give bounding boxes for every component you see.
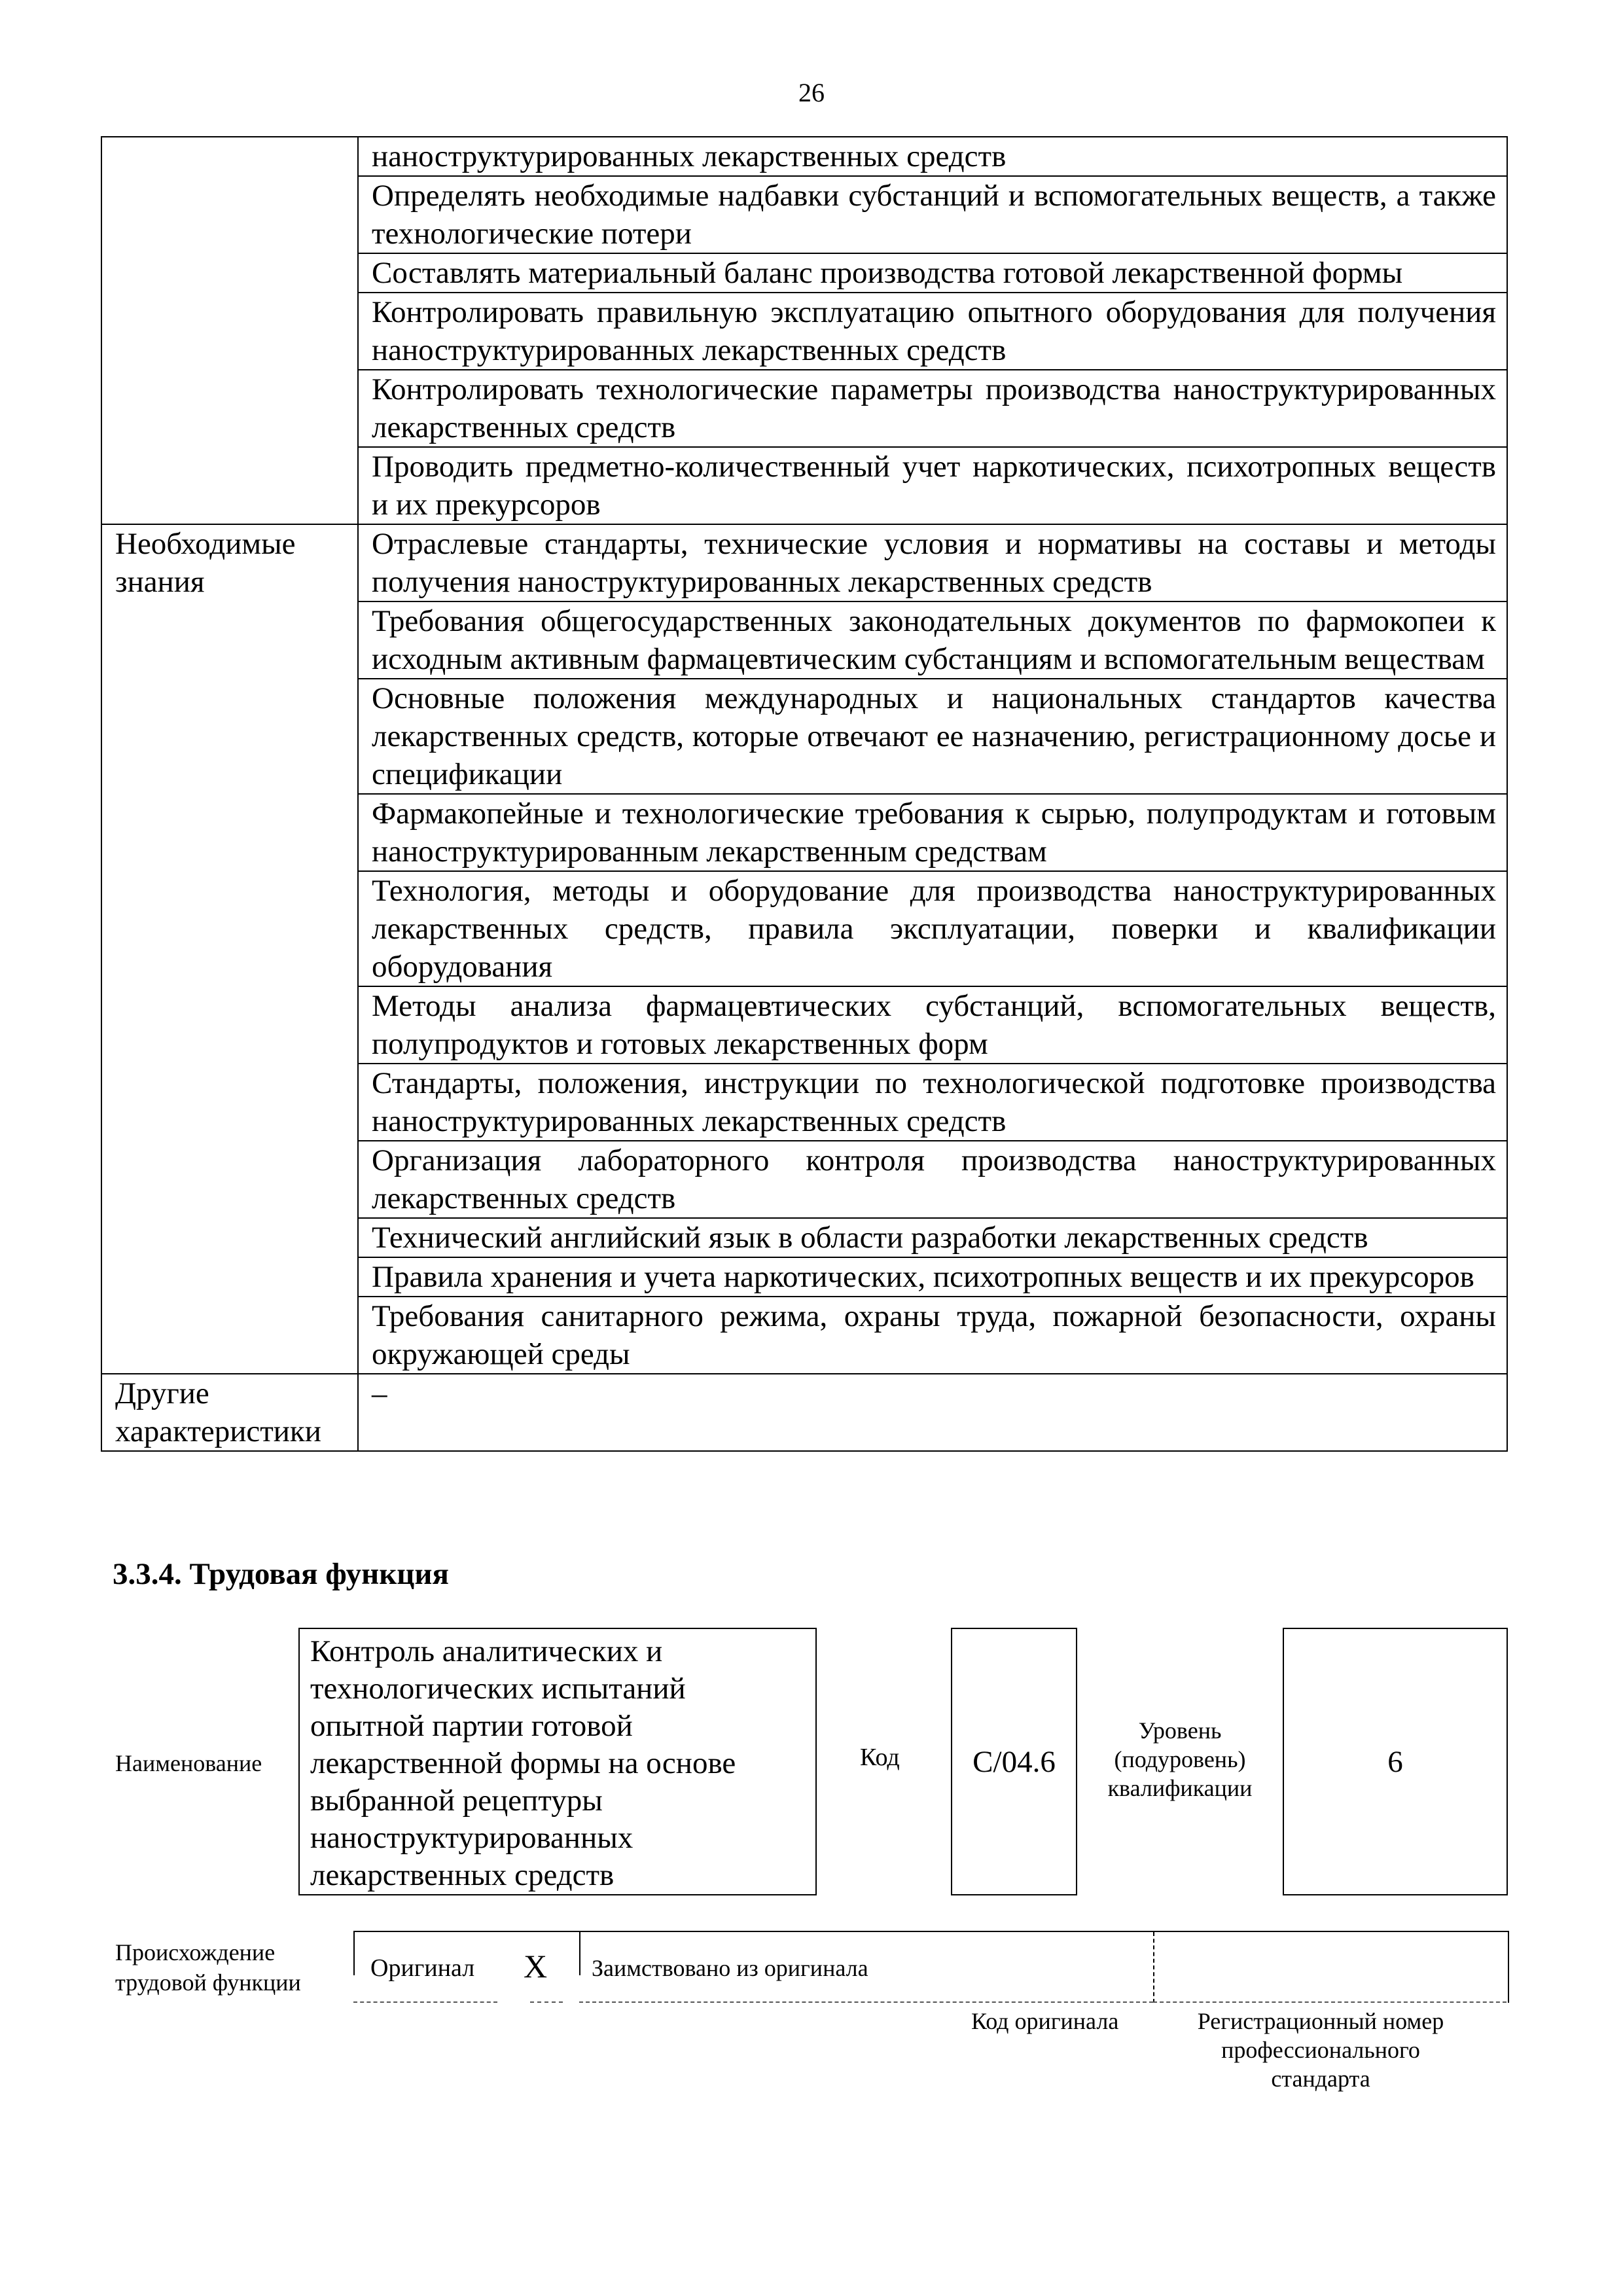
knowledge-label: Необходимые знания (101, 524, 358, 1374)
knowledge-item: Правила хранения и учета наркотических, психотропных веществ и их прекурсоров (358, 1257, 1507, 1297)
skill-item: Контролировать правильную эксплуатацию опытного оборудования для получения наноструктурированных лекарственных средств (358, 293, 1507, 370)
skill-item: Проводить предметно-количественный учет наркотических, психотропных веществ и их прекурсоров (358, 447, 1507, 524)
divider (579, 1932, 580, 1975)
knowledge-item: Отраслевые стандарты, технические условия и нормативы на составы и методы получения наноструктурированных лекарственных средств (358, 524, 1507, 601)
table-row (101, 137, 1507, 176)
code-box (951, 1628, 1077, 1895)
skills-label-cell (101, 137, 358, 524)
knowledge-item: Методы анализа фармацевтических субстанций, вспомогательных веществ, полупродуктов и готовых лекарственных форм (358, 986, 1507, 1064)
origin-label: Происхождение трудовой функции (115, 1939, 301, 1996)
level-box (1283, 1628, 1508, 1895)
registration-number-label: Регистрационный номер профессионального стандарта (1197, 2008, 1444, 2092)
divider (530, 2001, 563, 2003)
knowledge-item: Технический английский язык в области разработки лекарственных средств (358, 1218, 1507, 1257)
knowledge-item: Организация лабораторного контроля производства наноструктурированных лекарственных средств (358, 1141, 1507, 1218)
level-value: 6 (1387, 1744, 1403, 1779)
skill-item: Контролировать технологические параметры производства наноструктурированных лекарственных средств (358, 370, 1507, 447)
skill-item: наноструктурированных лекарственных средств (358, 137, 1507, 176)
skill-item: Определять необходимые надбавки субстанций и вспомогательных веществ, а также технологические потери (358, 176, 1507, 253)
knowledge-item: Требования общегосударственных законодательных документов по фармокопеи к исходным активным фармацевтическим субстанциям и вспомогательным веществам (358, 601, 1507, 679)
function-name-box: Контроль аналитических и технологических испытаний опытной партии готовой лекарственной формы на основе выбранной рецептуры наноструктурированных лекарственных средств (298, 1628, 817, 1895)
divider (1153, 1932, 1154, 2003)
borrowed-option: Заимствовано из оригинала (592, 1955, 868, 1981)
original-code-label: Код оригинала (971, 2008, 1119, 2034)
other-characteristics-value: – (358, 1374, 1507, 1451)
section-title: 3.3.4. Трудовая функция (113, 1557, 449, 1591)
function-name-label: Наименование (115, 1750, 262, 1776)
code-label: Код (860, 1744, 900, 1771)
original-option: Оригинал (370, 1954, 475, 1982)
divider (1153, 2001, 1507, 2003)
other-characteristics-label: Другие характеристики (101, 1374, 358, 1451)
knowledge-item: Стандарты, положения, инструкции по технологической подготовке производства наноструктурированных лекарственных средств (358, 1064, 1507, 1141)
page-number: 26 (798, 78, 825, 107)
divider (579, 2001, 1153, 2003)
knowledge-item: Требования санитарного режима, охраны труда, пожарной безопасности, охраны окружающей среды (358, 1297, 1507, 1374)
original-check-mark: X (524, 1948, 548, 1984)
skill-item: Составлять материальный баланс производства готовой лекарственной формы (358, 253, 1507, 293)
knowledge-item: Основные положения международных и национальных стандартов качества лекарственных средств, которые отвечают ее назначению, регистрационному досье и спецификации (358, 679, 1507, 794)
divider (353, 1932, 355, 1975)
skills-knowledge-table (101, 136, 1508, 1452)
table-row (101, 1374, 1507, 1451)
divider (353, 2001, 497, 2003)
knowledge-item: Технология, методы и оборудование для производства наноструктурированных лекарственных средств, правила эксплуатации, поверки и квалификации оборудования (358, 871, 1507, 986)
code-value: C/04.6 (972, 1744, 1056, 1779)
qualification-level-label: Уровень (подуровень) квалификации (1107, 1717, 1253, 1801)
table-row (101, 524, 1507, 601)
knowledge-item: Фармакопейные и технологические требования к сырью, полупродуктам и готовым наноструктурированным лекарственным средствам (358, 794, 1507, 871)
